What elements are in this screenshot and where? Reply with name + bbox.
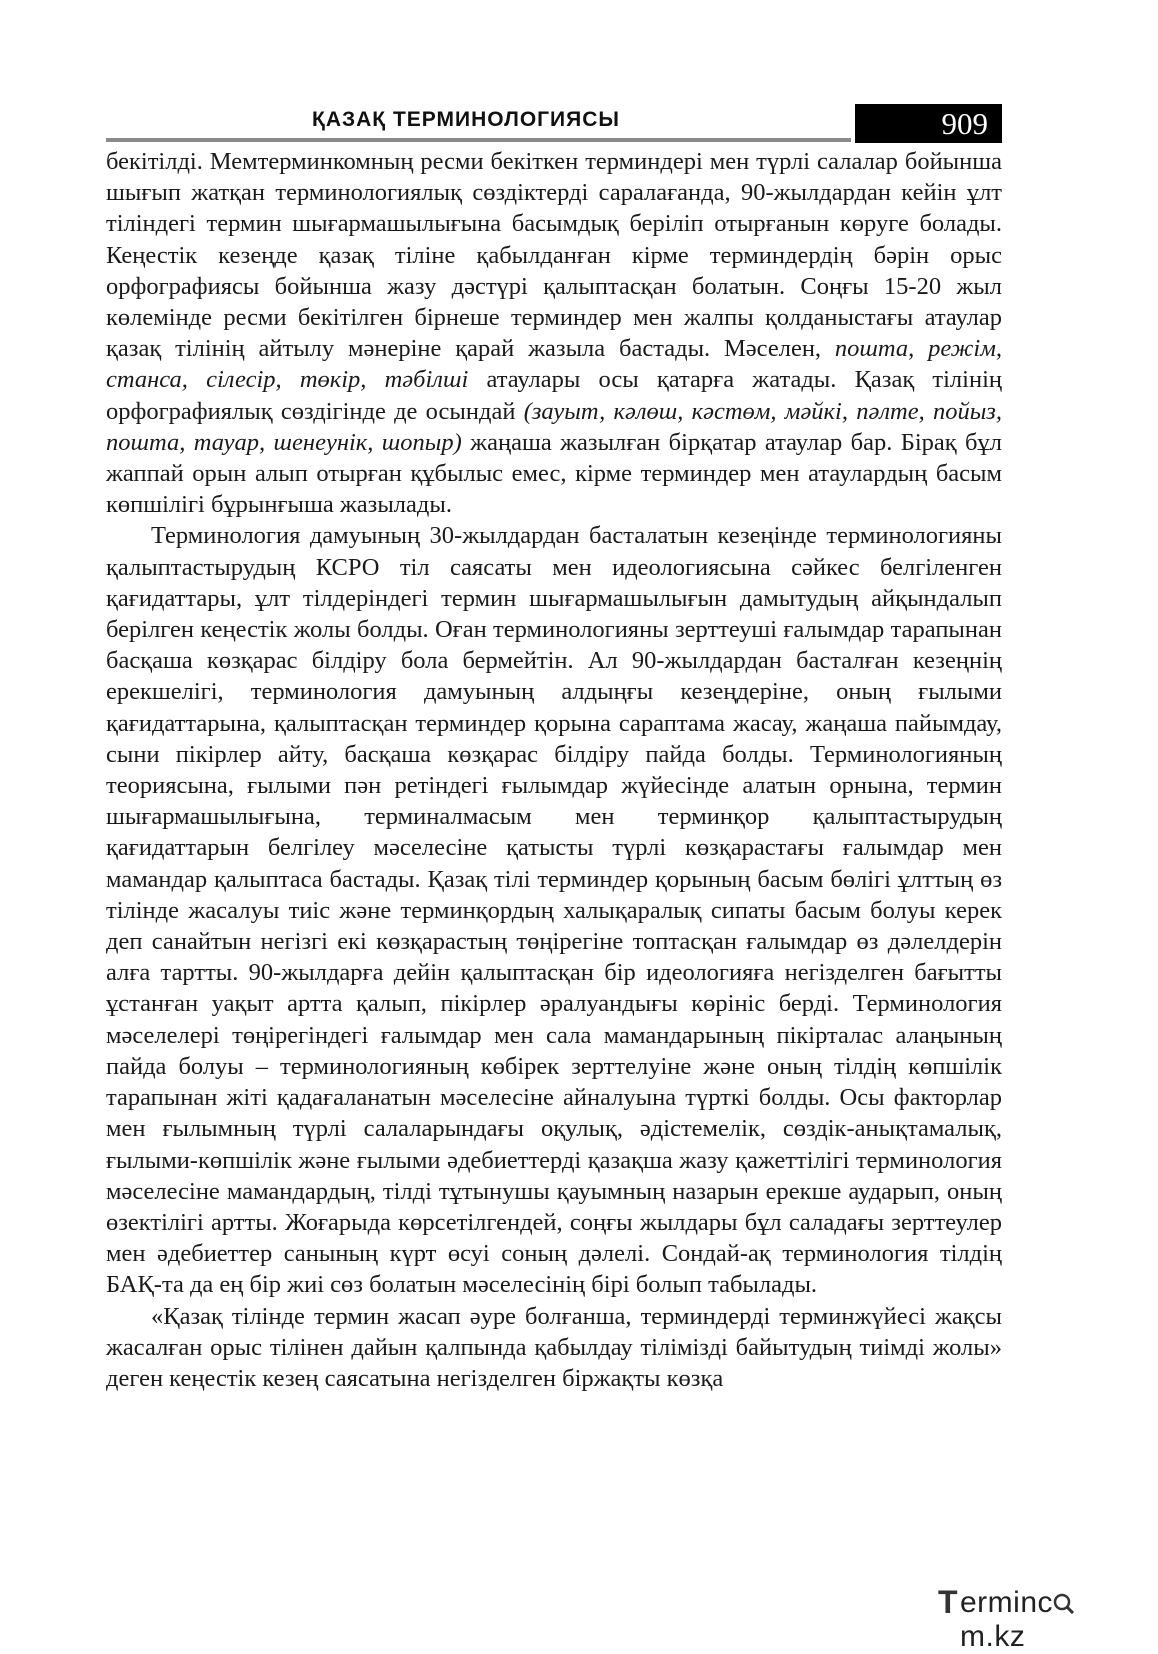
logo-text (960, 1586, 1138, 1654)
body-text (106, 146, 1002, 1394)
italic-run: (зауыт, кәлөш, кәстөм, мәйкі, пәлте, пойыз, пошта, тауар, шенеунік, шопыр) (106, 397, 1002, 456)
magnifier-icon (1053, 1586, 1075, 1620)
paragraph (106, 146, 1002, 520)
logo-text-part: m.kz (960, 1620, 1026, 1653)
text-run: «Қазақ тілінде термин жасап әуре болғанша, терминдерді терминжүйесі жақсы жасалған орыс тілінен дайын қалпында қабылдау тілімізді байытудың тиімді жолы» деген кеңестік кезең саясатына негізделген біржақты көзқа (106, 1302, 1002, 1392)
paragraph (106, 1301, 1002, 1395)
logo-text-part: erminc (960, 1586, 1054, 1619)
logo-letter: T (938, 1584, 958, 1620)
page-number: 909 (855, 104, 1002, 143)
header-rule (106, 138, 851, 142)
running-title: ҚАЗАҚ ТЕРМИНОЛОГИЯСЫ (312, 108, 620, 131)
text-run: Терминология дамуының 30-жылдардан басталатын кезеңінде терминологияны қалыптастырудың КСРО тіл саясаты мен идеологиясына сәйкес белгіленген қағидаттары, ұлт тілдеріндегі термин шығармашылығын дамытудың айқындалып берілген кеңестік жолы болды. Оған терминологияны зерттеуші ғалымдар тарапынан басқаша көзқарас білдіру бола бермейтін. Ал 90-жылдардан басталған кезеңнің ерекшелігі, терминология дамуының алдыңғы кезеңдеріне, оның ғылыми қағидаттарына, қалыптасқан терминдер қорына сараптама жасау, жаңаша пайымдау, сыни пікірлер айту, басқаша көзқарас білдіру пайда болды. Терминологияның теориясына, ғылыми пән ретіндегі ғылымдар жүйесінде алатын орнына, термин шығармашылығына, терминалмасым мен терминқор қалыптастырудың қағидаттарын белгілеу мәселесіне қатысты түрлі көзқарастағы ғалымдар мен мамандар қалыптаса бастады. Қазақ тілі терминдер қорының басым бөлігі ұлттың өз тілінде жасалуы тиіс және терминқордың халықаралық сипаты басым болуы керек деп санайтын негізгі екі көзқарастың төңірегіне топтасқан ғалымдар өз дәлелдерін алға тартты. 90-жылдарға дейін қалыптасқан бір идеологияға негізделген бағытты ұстанған уақыт артта қалып, пікірлер әралуандығы көрініс берді. Терминология мәселелері төңірегіндегі ғалымдар мен сала мамандарының пікірталас алаңының пайда болуы – терминологияның көбірек зерттелуіне және оның тілдің көпшілік тарапынан жіті қадағаланатын мәселесіне айналуына түрткі болды. Осы факторлар мен ғылымның түрлі салаларындағы оқулық, әдістемелік, сөздік-анықтамалық, ғылыми-көпшілік және ғылыми әдебиеттерді қазақша жазу қажеттілігі терминология мәселесіне мамандардың, тілді тұтынушы қауымның назарын ерекше аударып, оның өзектілігі артты. Жоғарыда көрсетілгендей, соңғы жылдары бұл саладағы зерттеулер мен әдебиеттер санының күрт өсуі соның дәлелі. Сондай-ақ терминология тілдің БАҚ-та да ең бір жиі сөз болатын мәселесінің бірі болып табылады. (106, 522, 1002, 1299)
text-run: жаңаша жазылған бірқатар атаулар бар. Бірақ бұл жаппай орын алып отырған құбылыс емес, кірме терминдер мен атаулардың басым көпшілігі бұрынғыша жазылады. (106, 428, 1002, 519)
text-run: атаулары осы қатарға жатады. Қазақ тілінің орфографиялық сөздігінде де осындай (106, 366, 1002, 425)
text-run: бекітілді. Мемтерминкомның ресми бекіткен терминдері мен түрлі салалар бойынша шығып жатқан терминологиялық сөздіктерді саралағанда, 90-жылдардан кейін ұлт тіліндегі термин шығармашылығына басымдық беріліп отырғанын көруге болады. Кеңестік кезеңде қазақ тіліне қабылданған кірме терминдердің бәрін орыс орфографиясы бойынша жазу дәстүрі қалыптасқан болатын. Соңғы 15-20 жыл көлемінде ресми бекітілген бірнеше терминдер мен жалпы қолданыстағы атаулар қазақ тілінің айтылу мәнеріне қарай жазыла бастады. Мәселен, (106, 148, 1002, 363)
termincom-logo (938, 1582, 1138, 1653)
italic-run: пошта, режім, станса, сілесір, төкір, тәбілші (106, 335, 1002, 394)
paragraph (106, 520, 1002, 1300)
page-header (106, 104, 1001, 144)
